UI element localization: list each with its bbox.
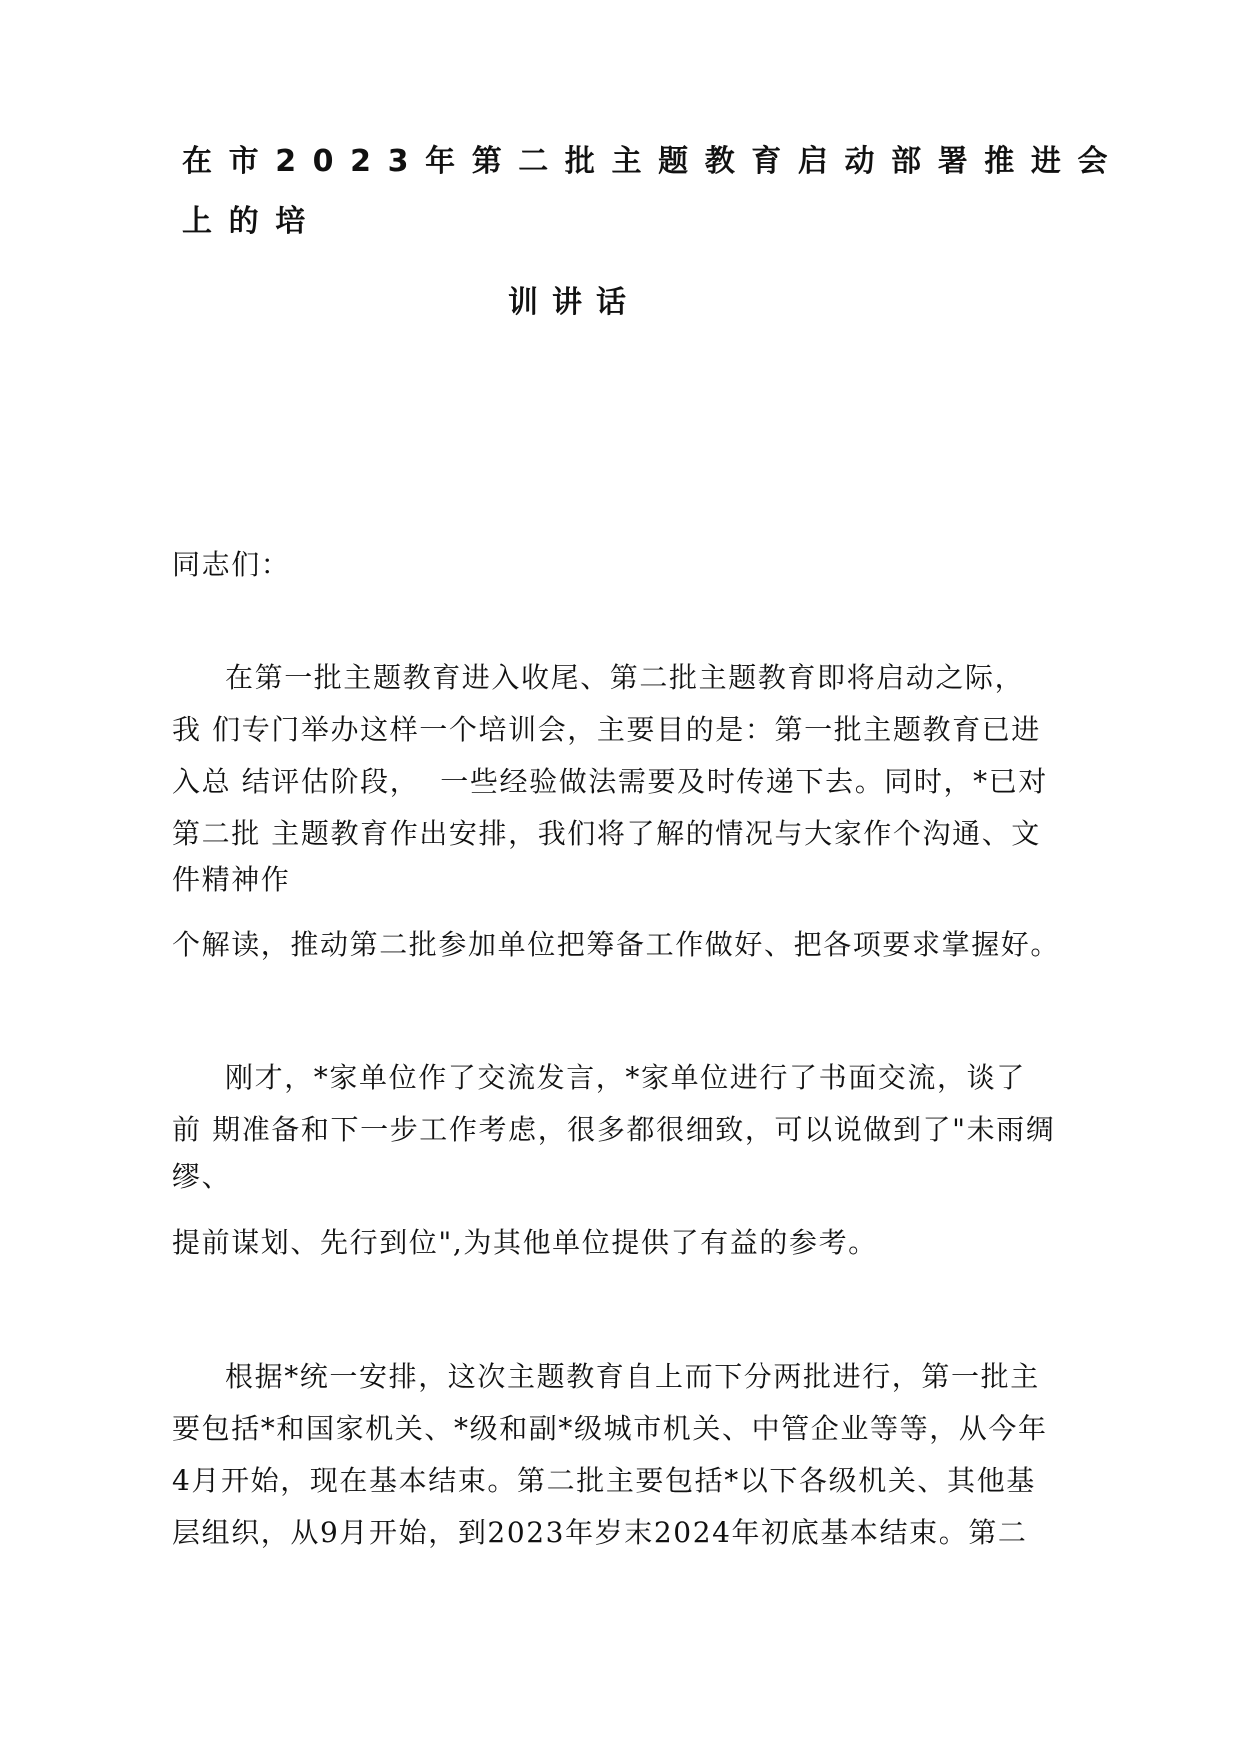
paragraph-1-line-4: 第二批 主题教育作出安排，我们将了解的情况与大家作个沟通、文 — [172, 817, 1041, 850]
document-title-line-3: 训讲话 — [508, 285, 640, 320]
paragraph-2-line-1: 刚才，*家单位作了交流发言，*家单位进行了书面交流，谈了 — [225, 1061, 1026, 1094]
paragraph-2-line-4: 提前谋划、先行到位",为其他单位提供了有益的参考。 — [172, 1226, 878, 1259]
paragraph-1-line-2: 我 们专门举办这样一个培训会，主要目的是：第一批主题教育已进 — [172, 713, 1041, 746]
paragraph-3-line-1: 根据*统一安排，这次主题教育自上而下分两批进行，第一批主 — [225, 1360, 1040, 1393]
document-title-line-2: 上的培 — [182, 204, 322, 239]
paragraph-2-line-2: 前 期准备和下一步工作考虑，很多都很细致，可以说做到了"未雨绸 — [172, 1113, 1056, 1146]
salutation: 同志们： — [172, 548, 291, 581]
paragraph-3-line-3: 4月开始，现在基本结束。第二批主要包括*以下各级机关、其他基 — [172, 1464, 1036, 1497]
paragraph-1-line-5: 件精神作 — [172, 863, 291, 896]
paragraph-3-line-2: 要包括*和国家机关、*级和副*级城市机关、中管企业等等，从今年 — [172, 1412, 1048, 1445]
paragraph-3-line-4: 层组织，从9月开始，到2023年岁末2024年初底基本结束。第二 — [172, 1516, 1028, 1549]
document-title-line-1: 在市2023年第二批主题教育启动部署推进会 — [182, 144, 1125, 179]
paragraph-1-line-6: 个解读，推动第二批参加单位把筹备工作做好、把各项要求掌握好。 — [172, 928, 1061, 961]
paragraph-2-line-3: 缪、 — [172, 1160, 232, 1193]
paragraph-1-line-1: 在第一批主题教育进入收尾、第二批主题教育即将启动之际， — [225, 661, 1025, 694]
paragraph-1-line-3: 入总 结评估阶段， 一些经验做法需要及时传递下去。同时，*已对 — [172, 765, 1048, 798]
